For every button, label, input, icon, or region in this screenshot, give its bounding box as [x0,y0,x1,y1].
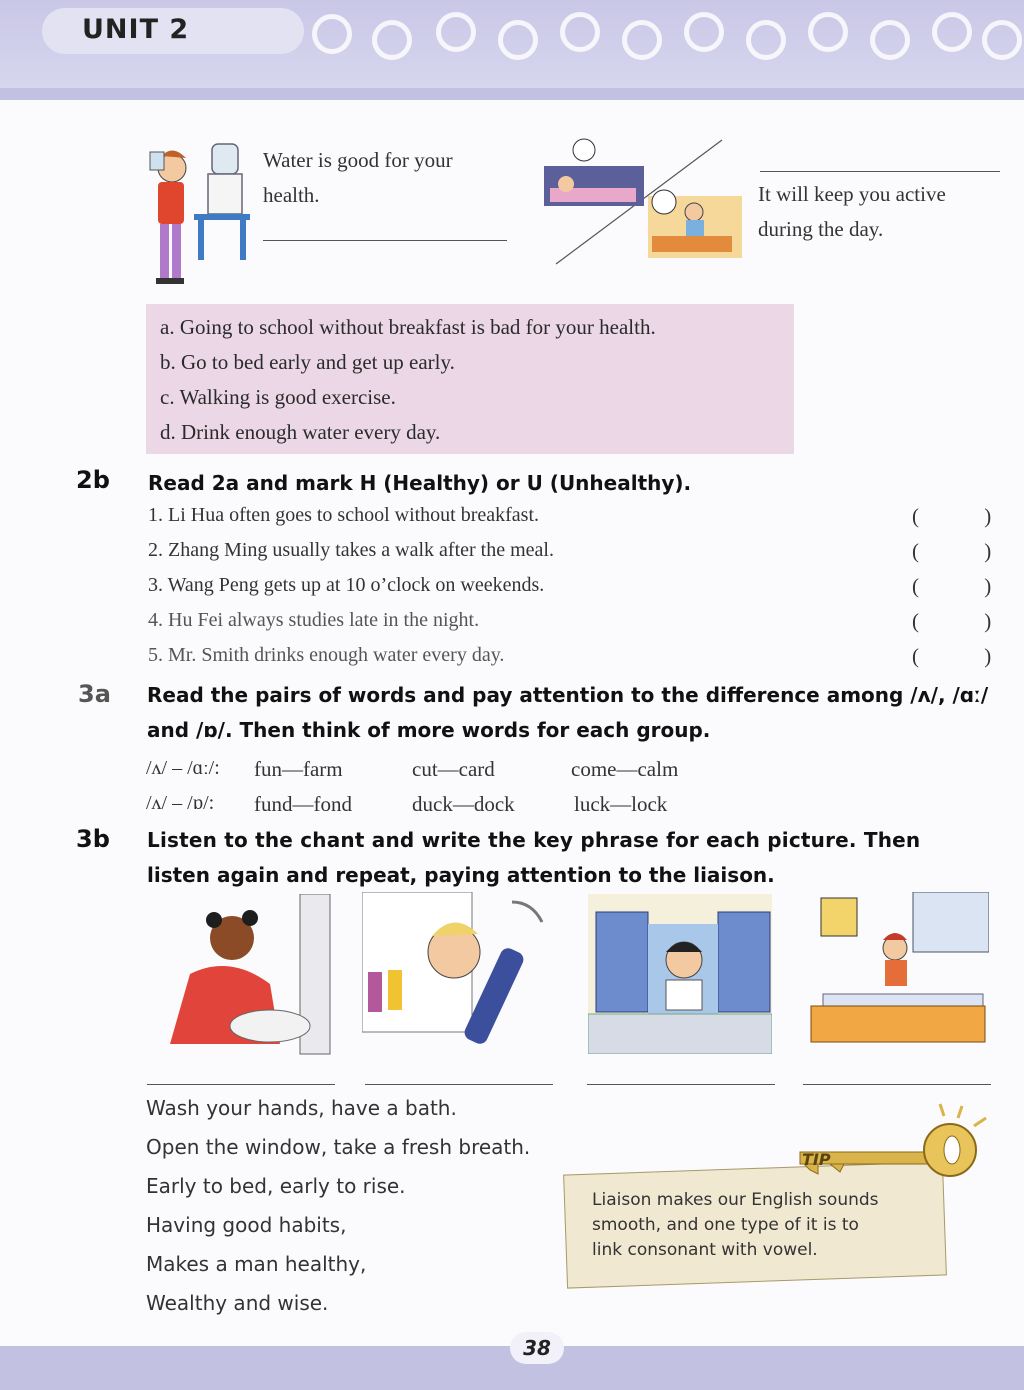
unit-title: UNIT 2 [82,14,190,45]
answer-parentheses[interactable]: ( ) [912,539,1022,563]
answer-blank[interactable] [147,1084,335,1085]
question-item: 1. Li Hua often goes to school without breakfast. [148,504,540,526]
word-pair: come—calm [571,757,679,781]
section-label-3b: 3b [76,825,110,853]
word-pair: fun—farm [254,757,343,781]
drinking-water-illustration [134,134,254,296]
chant-line: Early to bed, early to rise. [146,1174,406,1198]
advice-item: c. Walking is good exercise. [160,385,396,409]
answer-blank[interactable] [803,1084,991,1085]
right-caption-line2: during the day. [758,217,884,241]
left-caption-line2: health. [263,183,320,207]
section-3b-instruction-line1: Listen to the chant and write the key phrase for each picture. Then [147,828,921,852]
ring-icon [684,12,724,52]
chant-line: Makes a man healthy, [146,1252,367,1276]
opening-window-illustration [588,894,772,1054]
answer-parentheses[interactable]: ( ) [912,609,1022,633]
tip-text-line: smooth, and one type of it is to [592,1215,859,1235]
word-pair: fund—fond [254,792,352,816]
tip-text-line: Liaison makes our English sounds [592,1190,879,1210]
ring-icon [870,20,910,60]
right-caption-line1: It will keep you active [758,182,946,206]
word-pair: cut—card [412,757,495,781]
making-bed-illustration [803,892,989,1054]
answer-blank[interactable] [365,1084,553,1085]
chant-line: Having good habits, [146,1213,347,1237]
tip-text-line: link consonant with vowel. [592,1240,818,1260]
section-3a-instruction-line2: and /ɒ/. Then think of more words for each group. [147,718,711,742]
answer-parentheses[interactable]: ( ) [912,644,1022,668]
sleep-and-wake-illustration [540,136,750,270]
chant-line: Wealthy and wise. [146,1291,329,1315]
question-item: 3. Wang Peng gets up at 10 o’clock on weekends. [148,574,545,596]
ring-icon [560,12,600,52]
answer-blank[interactable] [587,1084,775,1085]
phonetic-label: /ʌ/ – /ɑː/: [146,757,220,779]
ring-icon [436,12,476,52]
question-item: 5. Mr. Smith drinks enough water every day. [148,644,505,666]
section-label-2b: 2b [76,466,110,494]
answer-blank[interactable] [263,240,507,241]
answer-parentheses[interactable]: ( ) [912,504,1022,528]
advice-item: d. Drink enough water every day. [160,420,441,444]
decorative-rings [312,10,1024,54]
ring-icon [982,20,1022,60]
question-item: 2. Zhang Ming usually takes a walk after the meal. [148,539,554,561]
section-3b-instruction-line2: listen again and repeat, paying attention to the liaison. [147,863,775,887]
page-number: 38 [510,1332,564,1364]
ring-icon [746,20,786,60]
left-caption-line1: Water is good for your [263,148,453,172]
phonetic-label: /ʌ/ – /ɒ/: [146,792,215,814]
ring-icon [622,20,662,60]
word-pair: luck—lock [574,792,668,816]
chant-line: Open the window, take a fresh breath. [146,1135,531,1159]
chant-line: Wash your hands, have a bath. [146,1096,457,1120]
tip-label: TIP [802,1150,831,1169]
section-3a-instruction-line1: Read the pairs of words and pay attention to the difference among /ʌ/, /ɑː/ [147,683,989,707]
word-pair: duck—dock [412,792,515,816]
ring-icon [312,14,352,54]
question-item: 4. Hu Fei always studies late in the night. [148,609,480,631]
answer-blank[interactable] [760,171,1000,172]
ring-icon [932,12,972,52]
ring-icon [808,12,848,52]
taking-bath-illustration [362,892,552,1056]
ring-icon [372,20,412,60]
answer-parentheses[interactable]: ( ) [912,574,1022,598]
section-2b-instruction: Read 2a and mark H (Healthy) or U (Unhealthy). [148,471,692,495]
advice-item: b. Go to bed early and get up early. [160,350,455,374]
section-label-3a: 3a [78,680,111,708]
advice-item: a. Going to school without breakfast is bad for your health. [160,315,656,339]
ring-icon [498,20,538,60]
header-strip [0,88,1024,100]
washing-hands-illustration [150,894,334,1056]
